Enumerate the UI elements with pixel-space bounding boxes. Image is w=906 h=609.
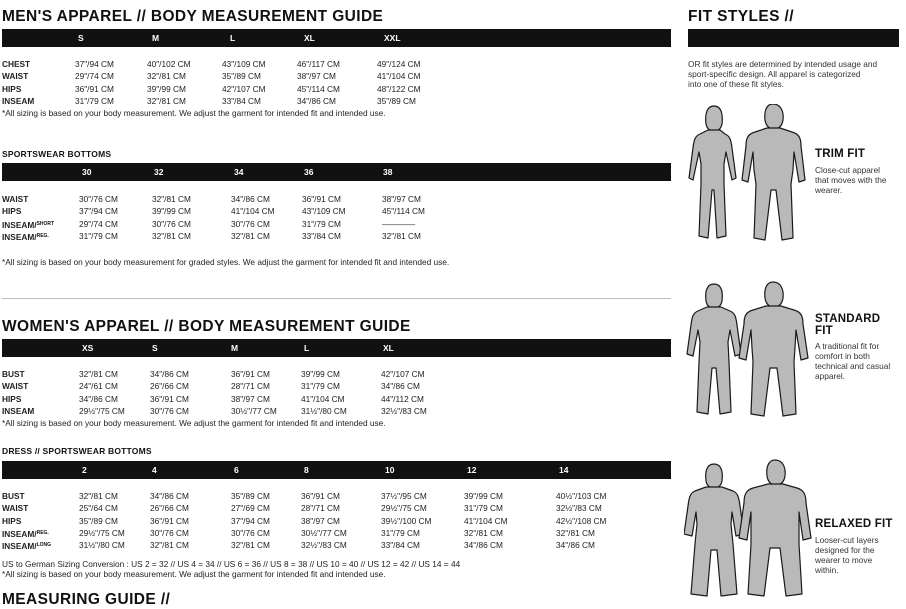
table-cell: 45"/114 CM	[382, 206, 425, 217]
row-label: HIPS	[2, 393, 22, 404]
table-row	[2, 368, 671, 380]
table-cell: 35"/89 CM	[79, 515, 118, 526]
table-row	[2, 205, 671, 217]
table-cell: 38"/97 CM	[231, 393, 270, 404]
size-label: S	[78, 33, 84, 43]
row-label: INSEAM/$^{REG.}$	[2, 528, 49, 539]
relaxed-fit-description: Looser-cut layers designed for the wearer to move within.	[815, 535, 879, 575]
table-cell: 30"/76 CM	[150, 405, 189, 416]
table-cell: 32"/81 CM	[152, 230, 191, 241]
table-row	[2, 193, 671, 205]
relaxed-fit-figures	[684, 458, 812, 598]
size-label: 34	[234, 167, 244, 177]
fit-styles-title: FIT STYLES //	[688, 8, 794, 25]
table-row	[2, 490, 671, 502]
row-label: HIPS	[2, 206, 22, 217]
table-cell: 32"/81 CM	[152, 194, 191, 204]
table-cell: 31"/79 CM	[302, 218, 341, 229]
table-cell: 34"/86 CM	[556, 540, 595, 551]
table-cell: 30"/76 CM	[231, 218, 270, 229]
row-label: WAIST	[2, 194, 29, 204]
table-cell: 26"/66 CM	[150, 503, 189, 514]
size-label: XS	[82, 343, 94, 353]
table-cell: 43"/109 CM	[302, 206, 346, 217]
row-label-qualifier: SHORT	[36, 220, 55, 227]
table-cell: 41"/104 CM	[231, 206, 275, 217]
table-cell: 32½"/83 CM	[301, 540, 347, 551]
table-cell: 38"/97 CM	[301, 515, 340, 526]
table-cell: 39"/99 CM	[152, 206, 191, 217]
table-cell: 29"/74 CM	[79, 218, 118, 229]
table-cell: 29½"/75 CM	[79, 527, 125, 538]
relaxed-fit-name: RELAXED FIT	[815, 518, 893, 530]
size-label: 14	[559, 465, 569, 475]
table-cell: 33"/84 CM	[302, 230, 341, 241]
table-row	[2, 515, 671, 527]
size-label: 10	[385, 465, 395, 475]
trim-fit-figures	[686, 104, 810, 242]
table-cell: 29½"/75 CM	[79, 405, 125, 416]
table-cell: 32"/81 CM	[231, 230, 270, 241]
size-label: 32	[154, 167, 164, 177]
table-cell: 37½"/95 CM	[381, 491, 427, 501]
table-cell: 32"/81 CM	[382, 230, 421, 241]
table-row	[2, 527, 671, 539]
row-label: HIPS	[2, 83, 22, 94]
table-cell: 31"/79 CM	[464, 503, 503, 514]
trim-fit-name: TRIM FIT	[815, 148, 866, 160]
row-label: INSEAM/$^{SHORT}$	[2, 219, 55, 230]
row-label: WAIST	[2, 71, 29, 82]
row-label-qualifier: REG.	[36, 529, 49, 536]
fit-intro-line: OR fit styles are determined by intended usage and	[688, 59, 878, 69]
size-label: M	[231, 343, 239, 353]
measuring-guide-heading: MEASURING GUIDE //	[2, 591, 171, 608]
table-cell: 30"/76 CM	[79, 194, 118, 204]
table-cell: 30"/76 CM	[152, 218, 191, 229]
row-label: HIPS	[2, 515, 22, 526]
mens-size-header	[2, 29, 671, 47]
table-cell: 30½"/77 CM	[231, 405, 277, 416]
table-cell: 37"/94 CM	[231, 515, 270, 526]
size-label: 36	[304, 167, 314, 177]
table-cell: 48"/122 CM	[377, 83, 421, 94]
table-cell: 32"/81 CM	[556, 527, 595, 538]
table-cell: 38"/97 CM	[382, 194, 421, 204]
fit-styles-intro	[688, 59, 902, 89]
table-cell: 36"/91 CM	[301, 491, 340, 501]
mens-bottoms-sizing-note: *All sizing is based on your body measurement for graded styles. We adjust the garment for intended fit and intended use.	[2, 257, 450, 267]
table-cell: ————	[382, 218, 416, 229]
size-label: 8	[304, 465, 309, 475]
standard-fit-figures	[686, 280, 810, 418]
row-label-qualifier: REG.	[36, 232, 49, 239]
table-cell: 28"/71 CM	[301, 503, 340, 514]
table-cell: 30"/76 CM	[231, 527, 270, 538]
table-cell: 24"/61 CM	[79, 381, 118, 392]
table-cell: 44"/112 CM	[381, 393, 424, 404]
row-label-qualifier: LONG	[36, 542, 52, 549]
table-cell: 32"/81 CM	[147, 71, 186, 82]
table-cell: 41"/104 CM	[464, 515, 508, 526]
size-label: S	[152, 343, 158, 353]
table-cell: 32"/81 CM	[147, 95, 186, 106]
table-cell: 36"/91 CM	[302, 194, 341, 204]
table-cell: 34"/86 CM	[79, 393, 118, 404]
table-cell: 30"/76 CM	[150, 527, 189, 538]
fit-styles-bar	[688, 29, 899, 47]
size-label: 30	[82, 167, 92, 177]
table-cell: 37"/94 CM	[75, 59, 114, 69]
table-cell: 36"/91 CM	[75, 83, 114, 94]
row-label: INSEAM/$^{LONG}$	[2, 541, 52, 552]
standard-fit-illustration	[686, 280, 810, 418]
table-cell: 32"/81 CM	[150, 540, 189, 551]
standard-fit-name: STANDARD FIT	[815, 313, 881, 337]
table-row	[2, 95, 671, 107]
relaxed-fit-illustration	[684, 458, 812, 598]
table-cell: 38"/97 CM	[297, 71, 336, 82]
table-cell: 27"/69 CM	[231, 503, 270, 514]
table-cell: 40"/102 CM	[147, 59, 191, 69]
table-cell: 35"/89 CM	[231, 491, 270, 501]
row-label: BUST	[2, 491, 25, 501]
table-cell: 43"/109 CM	[222, 59, 266, 69]
table-cell: 39"/99 CM	[147, 83, 186, 94]
table-cell: 34"/86 CM	[150, 369, 189, 379]
womens-sizing-note: *All sizing is based on your body measurement. We adjust the garment for intended fit and intended use.	[2, 418, 386, 428]
fit-intro-line: into one of these fit styles.	[688, 79, 784, 89]
size-label: L	[230, 33, 236, 43]
table-row	[2, 393, 671, 405]
size-label: XXL	[384, 33, 401, 43]
section-divider	[2, 298, 671, 299]
table-cell: 33"/84 CM	[381, 540, 420, 551]
row-label: INSEAM	[2, 405, 35, 416]
size-label: 12	[467, 465, 477, 475]
table-cell: 36"/91 CM	[231, 369, 270, 379]
table-cell: 31½"/80 CM	[301, 405, 347, 416]
table-cell: 34"/86 CM	[231, 194, 270, 204]
size-label: XL	[383, 343, 394, 353]
table-row	[2, 380, 671, 392]
table-cell: 32½"/83 CM	[556, 503, 602, 514]
table-cell: 41"/104 CM	[301, 393, 345, 404]
trim-fit-description: Close-cut apparel that moves with the wearer.	[815, 165, 887, 195]
mens-bottoms-title: SPORTSWEAR BOTTOMS	[2, 149, 112, 159]
table-cell: 32"/81 CM	[79, 491, 118, 501]
table-cell: 41"/104 CM	[377, 71, 421, 82]
table-cell: 29½"/75 CM	[381, 503, 427, 514]
row-label: CHEST	[2, 59, 31, 69]
table-cell: 42"/107 CM	[381, 369, 425, 379]
row-label: INSEAM	[2, 95, 35, 106]
table-cell: 39½"/100 CM	[381, 515, 432, 526]
table-row	[2, 218, 671, 230]
row-label: INSEAM/$^{REG.}$	[2, 231, 49, 242]
size-label: XL	[304, 33, 315, 43]
womens-size-header	[2, 339, 671, 357]
table-cell: 34"/86 CM	[297, 95, 336, 106]
table-cell: 39"/99 CM	[464, 491, 503, 501]
table-cell: 25"/64 CM	[79, 503, 118, 514]
table-cell: 31"/79 CM	[75, 95, 114, 106]
table-cell: 31"/79 CM	[301, 381, 340, 392]
table-row	[2, 230, 671, 242]
trim-fit-illustration	[686, 104, 810, 242]
row-label: BUST	[2, 369, 25, 379]
table-cell: 32½"/83 CM	[381, 405, 427, 416]
table-cell: 45"/114 CM	[297, 83, 340, 94]
womens-guide-title: WOMEN'S APPAREL // BODY MEASUREMENT GUIDE	[2, 318, 411, 335]
table-cell: 36"/91 CM	[150, 393, 189, 404]
womens-dress-size-header	[2, 461, 671, 479]
table-row	[2, 502, 671, 514]
size-label: M	[152, 33, 160, 43]
womens-dress-sizing-note: *All sizing is based on your body measurement. We adjust the garment for intended fit and intended use.	[2, 569, 386, 579]
table-cell: 34"/86 CM	[150, 491, 189, 501]
table-cell: 30½"/77 CM	[301, 527, 347, 538]
table-cell: 31"/79 CM	[79, 230, 118, 241]
row-label: WAIST	[2, 503, 29, 514]
table-cell: 46"/117 CM	[297, 59, 340, 69]
table-cell: 49"/124 CM	[377, 59, 421, 69]
table-cell: 32"/81 CM	[231, 540, 270, 551]
table-cell: 35"/89 CM	[222, 71, 261, 82]
table-cell: 40½"/103 CM	[556, 491, 607, 501]
table-row	[2, 58, 671, 70]
table-cell: 31"/79 CM	[381, 527, 420, 538]
fit-intro-line: sport-specific design. All apparel is categorized	[688, 69, 861, 79]
size-label: 38	[383, 167, 393, 177]
table-cell: 32"/81 CM	[464, 527, 503, 538]
german-size-conversion: US to German Sizing Conversion : US 2 = 32 // US 4 = 34 // US 6 = 36 // US 8 = 38 // US 10 = 40 // US 12 = 42 // US 14 = 44	[2, 559, 461, 569]
table-cell: 33"/84 CM	[222, 95, 261, 106]
table-cell: 26"/66 CM	[150, 381, 189, 392]
table-cell: 37"/94 CM	[79, 206, 118, 217]
size-label: 6	[234, 465, 239, 475]
mens-bottoms-size-header	[2, 163, 671, 181]
table-row	[2, 83, 671, 95]
table-cell: 36"/91 CM	[150, 515, 189, 526]
mens-guide-title: MEN'S APPAREL // BODY MEASUREMENT GUIDE	[2, 8, 384, 25]
table-cell: 39"/99 CM	[301, 369, 340, 379]
size-label: L	[304, 343, 310, 353]
row-label: WAIST	[2, 381, 29, 392]
table-cell: 28"/71 CM	[231, 381, 270, 392]
table-cell: 35"/89 CM	[377, 95, 416, 106]
mens-sizing-note: *All sizing is based on your body measurement. We adjust the garment for intended fit and intended use.	[2, 108, 386, 118]
table-row	[2, 70, 671, 82]
size-label: 2	[82, 465, 87, 475]
womens-dress-title: DRESS // SPORTSWEAR BOTTOMS	[2, 446, 152, 456]
table-row	[2, 539, 671, 551]
table-cell: 34"/86 CM	[464, 540, 503, 551]
standard-fit-description: A traditional fit for comfort in both technical and casual apparel.	[815, 341, 891, 381]
table-row	[2, 405, 671, 417]
table-cell: 42"/107 CM	[222, 83, 266, 94]
size-label: 4	[152, 465, 157, 475]
table-cell: 42½"/108 CM	[556, 515, 607, 526]
table-cell: 32"/81 CM	[79, 369, 118, 379]
table-cell: 31½"/80 CM	[79, 540, 125, 551]
table-cell: 29"/74 CM	[75, 71, 114, 82]
table-cell: 34"/86 CM	[381, 381, 420, 392]
